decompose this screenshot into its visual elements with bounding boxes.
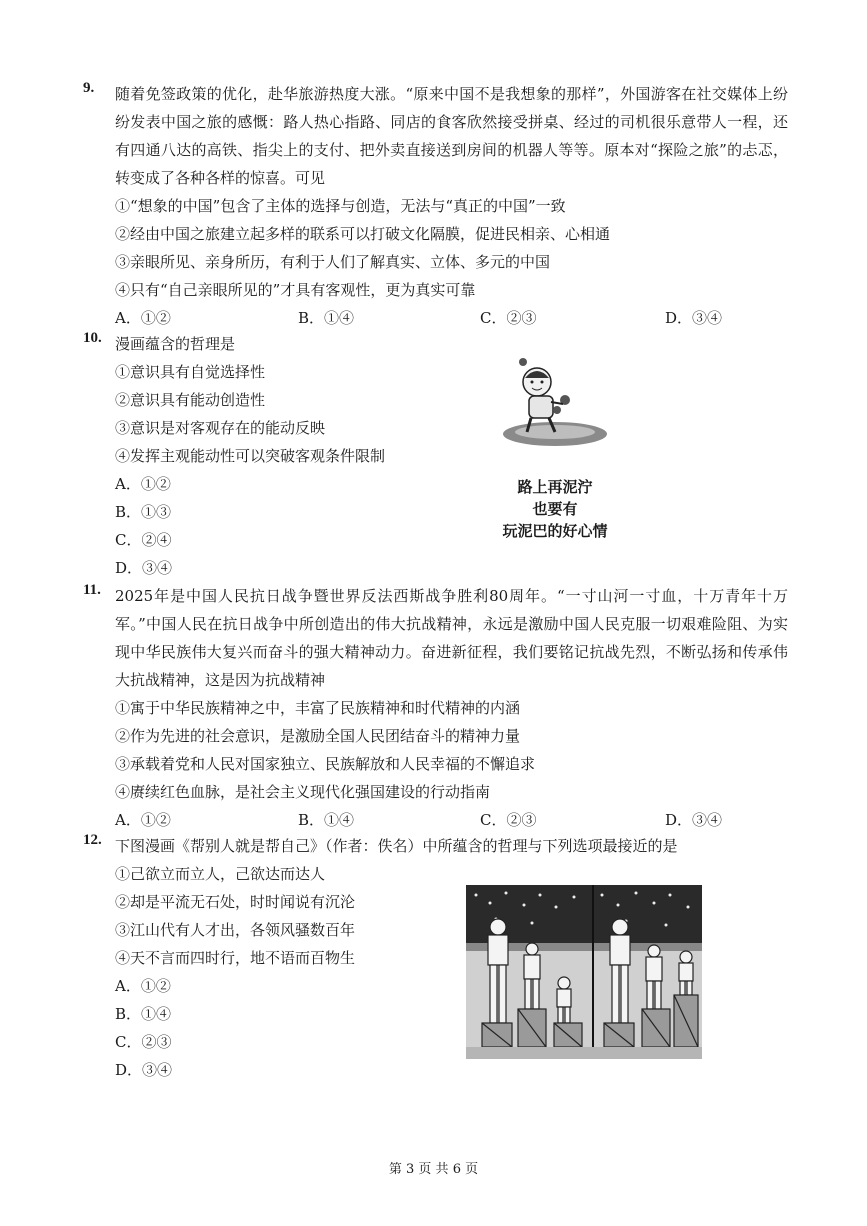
choice-d[interactable]: D．③④ [115, 559, 173, 577]
statement-1: ①意识具有自觉选择性 [115, 363, 266, 381]
statement-4: ④只有“自己亲眼所见的”才具有客观性，更为真实可靠 [115, 281, 476, 299]
choice-c[interactable]: C．②③ [480, 309, 537, 327]
statement-1: ①己欲立而立人，己欲达而达人 [115, 865, 326, 883]
statement-2: ②作为先进的社会意识，是激励全国人民团结奋斗的精神力量 [115, 727, 521, 745]
choice-b[interactable]: B．①④ [115, 1005, 172, 1023]
choice-a[interactable]: A．①② [115, 977, 171, 995]
helping-others-cartoon [466, 885, 702, 1059]
choice-c[interactable]: C．②③ [480, 811, 537, 829]
statement-1: ①寓于中华民族精神之中，丰富了民族精神和时代精神的内涵 [115, 699, 521, 717]
question-number: 11. [83, 582, 101, 598]
statement-4: ④发挥主观能动性可以突破客观条件限制 [115, 447, 386, 465]
statement-4: ④赓续红色血脉，是社会主义现代化强国建设的行动指南 [115, 783, 491, 801]
question-number: 9. [83, 80, 95, 96]
question-stem: 漫画蕴含的哲理是 [115, 335, 236, 353]
choice-b[interactable]: B．①④ [298, 811, 355, 829]
statement-3: ③江山代有人才出，各领风骚数百年 [115, 921, 356, 939]
choice-a[interactable]: A．①② [115, 811, 171, 829]
caption-line-2: 也要有 [532, 500, 578, 518]
choice-a[interactable]: A．①② [115, 309, 171, 327]
question-9 [83, 80, 788, 332]
statement-3: ③承载着党和人民对国家独立、民族解放和人民幸福的不懈追求 [115, 755, 536, 773]
question-stem: 2025年是中国人民抗日战争暨世界反法西斯战争胜利80周年。“一寸山河一寸血，十万青年十万军。”中国人民在抗日战争中所创造出的伟大抗战精神，永远是激励中国人民克服一切艰难险阻、为实现中华民族伟大复兴而奋斗的强大精神动力。奋进新征程，我们要铭记抗战先烈，不断弘扬和传承伟大抗战精神，这是因为抗战精神 [115, 587, 788, 689]
question-stem: 随着免签政策的优化，赴华旅游热度大涨。“原来中国不是我想象的那样”，外国游客在社交媒体上纷纷发表中国之旅的感慨：路人热心指路、同店的食客欣然接受拼桌、经过的司机很乐意带人一程，还有四通八达的高铁、指尖上的支付、把外卖直接送到房间的机器人等等。原本对“探险之旅”的忐忑，转变成了各种各样的惊喜。可见 [115, 85, 788, 187]
choice-d[interactable]: D．③④ [665, 811, 723, 829]
caption-line-3: 玩泥巴的好心情 [502, 522, 608, 540]
boy-in-mud-illustration [495, 352, 615, 452]
question-number: 10. [83, 330, 102, 346]
choice-b[interactable]: B．①④ [298, 309, 355, 327]
statement-1: ①“想象的中国”包含了主体的选择与创造，无法与“真正的中国”一致 [115, 197, 566, 215]
choice-c[interactable]: C．②③ [115, 1033, 172, 1051]
page-footer: 第 3 页 共 6 页 [388, 1162, 479, 1177]
answer-choices [115, 806, 788, 834]
question-number: 12. [83, 832, 102, 848]
choice-b[interactable]: B．①③ [115, 503, 172, 521]
cartoon-caption [490, 476, 620, 542]
choice-d[interactable]: D．③④ [665, 309, 723, 327]
choice-c[interactable]: C．②④ [115, 531, 172, 549]
statement-2: ②却是平流无石处，时时闻说有沉沦 [115, 893, 356, 911]
statement-4: ④天不言而四时行，地不语而百物生 [115, 949, 356, 967]
question-stem: 下图漫画《帮别人就是帮自己》（作者：佚名）中所蕴含的哲理与下列选项最接近的是 [115, 837, 678, 855]
statement-3: ③亲眼所见、亲身所历，有利于人们了解真实、立体、多元的中国 [115, 253, 551, 271]
stadium-crates-illustration [466, 885, 702, 1059]
question-11 [83, 582, 788, 834]
choice-d[interactable]: D．③④ [115, 1061, 173, 1079]
question-10 [83, 330, 788, 582]
answer-choices [115, 304, 788, 332]
statement-3: ③意识是对客观存在的能动反映 [115, 419, 326, 437]
choice-a[interactable]: A．①② [115, 475, 171, 493]
statement-2: ②意识具有能动创造性 [115, 391, 266, 409]
statement-2: ②经由中国之旅建立起多样的联系可以打破文化隔膜，促进民相亲、心相通 [115, 225, 611, 243]
caption-line-1: 路上再泥泞 [517, 478, 593, 496]
mud-play-cartoon [495, 352, 615, 452]
